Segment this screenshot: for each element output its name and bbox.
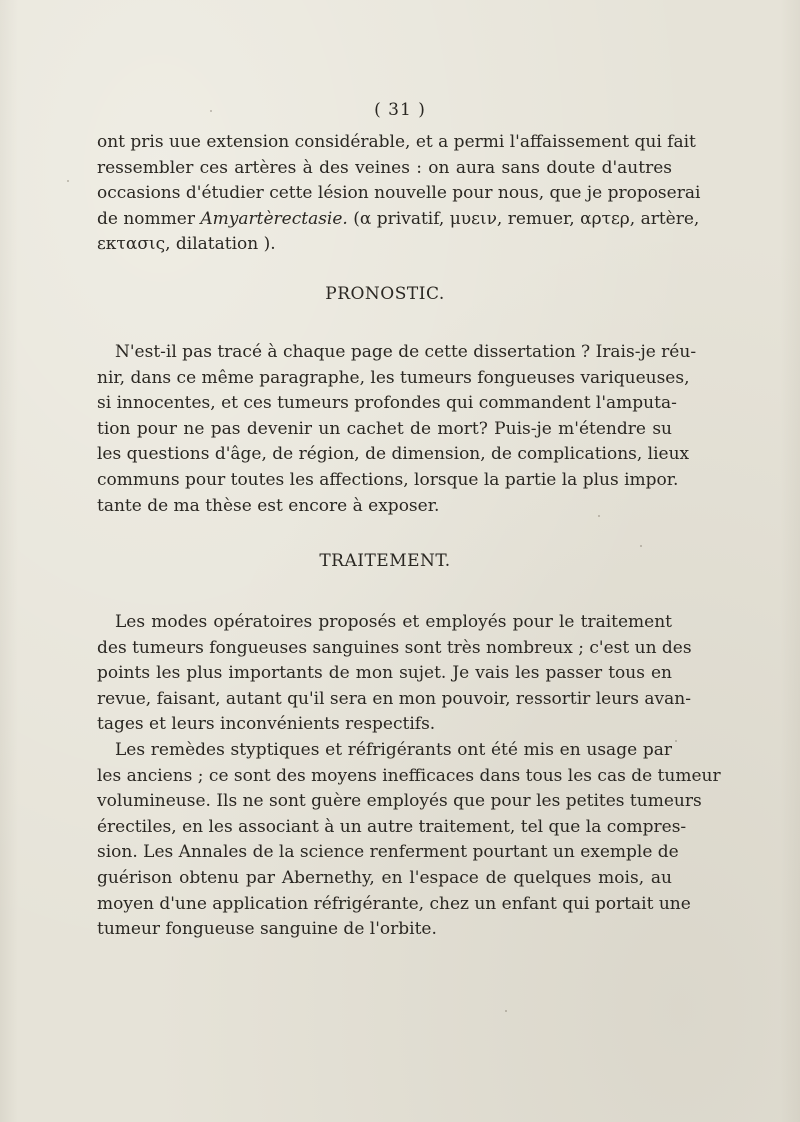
text-line: les questions d'âge, de région, de dimension, de complications, lieux <box>97 444 690 465</box>
text-line: Les remèdes styptiques et réfrigérants ont été mis en usage par <box>115 740 672 760</box>
paper-speck <box>67 180 69 182</box>
paper-speck <box>598 515 600 517</box>
text-line: sion. Les Annales de la science renferment pourtant un exemple de <box>97 842 679 863</box>
text-line: nir, dans ce même paragraphe, les tumeurs fongueuses variqueuses, <box>97 367 690 388</box>
text-line: occasions d'étudier cette lésion nouvelle pour nous, que je proposerai <box>97 183 701 204</box>
text-line: guérison obtenu par Abernethy, en l'espace de quelques mois, au <box>97 867 672 888</box>
text-line: tante de ma thèse est encore à exposer. <box>97 495 440 516</box>
text-line: ressembler ces artères à des veines : on aura sans doute d'autres <box>97 157 672 178</box>
text-line: tion pour ne pas devenir un cachet de mort? Puis-je m'étendre su <box>97 418 672 439</box>
text-line: des tumeurs fongueuses sanguines sont très nombreux ; c'est un des <box>97 637 692 658</box>
text-line: revue, faisant, autant qu'il sera en mon pouvoir, ressortir leurs avan- <box>97 688 691 709</box>
text-line: les anciens ; ce sont des moyens inefficaces dans tous les cas de tumeur <box>97 765 721 786</box>
text-line-with-term <box>97 207 700 233</box>
text-line: tumeur fongueuse sanguine de l'orbite. <box>97 919 437 940</box>
text-line: communs pour toutes les affections, lorsque la partie la plus impor. <box>97 469 679 490</box>
paragraph-traitement-2 <box>97 738 721 943</box>
text-fragment: de nommer <box>97 208 201 229</box>
text-line: tages et leurs inconvénients respectifs. <box>97 714 436 735</box>
text-line: volumineuse. Ils ne sont guère employés que pour les petites tumeurs <box>97 791 702 812</box>
text-line: points les plus importants de mon sujet. Je vais les passer tous en <box>97 663 672 684</box>
paper-speck <box>675 740 677 742</box>
paragraph-top <box>97 130 701 258</box>
text-line: érectiles, en les associant à un autre traitement, tel que la compres- <box>97 816 687 837</box>
heading-traitement: TRAITEMENT. <box>319 551 451 571</box>
paragraph-pronostic <box>97 340 697 519</box>
paper-speck <box>210 110 212 112</box>
text-line: ont pris uue extension considérable, et a permi l'affaissement qui fait <box>97 132 696 152</box>
page-number: ( 31 ) <box>374 100 426 120</box>
paper-speck <box>640 545 642 547</box>
text-line: εκτασις, dilatation ). <box>97 234 276 255</box>
paper-speck <box>505 1010 507 1012</box>
heading-pronostic: PRONOSTIC. <box>325 284 445 304</box>
text-line: Les modes opératoires proposés et employés pour le traitement <box>115 612 672 632</box>
text-fragment: (α privatif, μυειν, remuer, αρτερ, artère, <box>347 208 700 229</box>
text-line: si innocentes, et ces tumeurs profondes qui commandent l'amputa- <box>97 393 677 414</box>
term-amyarterectasie: Amyartèrectasie. <box>200 208 348 229</box>
text-line: moyen d'une application réfrigérante, chez un enfant qui portait une <box>97 893 691 914</box>
paragraph-traitement-1 <box>97 610 692 738</box>
text-line: N'est-il pas tracé à chaque page de cette dissertation ? Irais-je réu- <box>115 342 697 362</box>
